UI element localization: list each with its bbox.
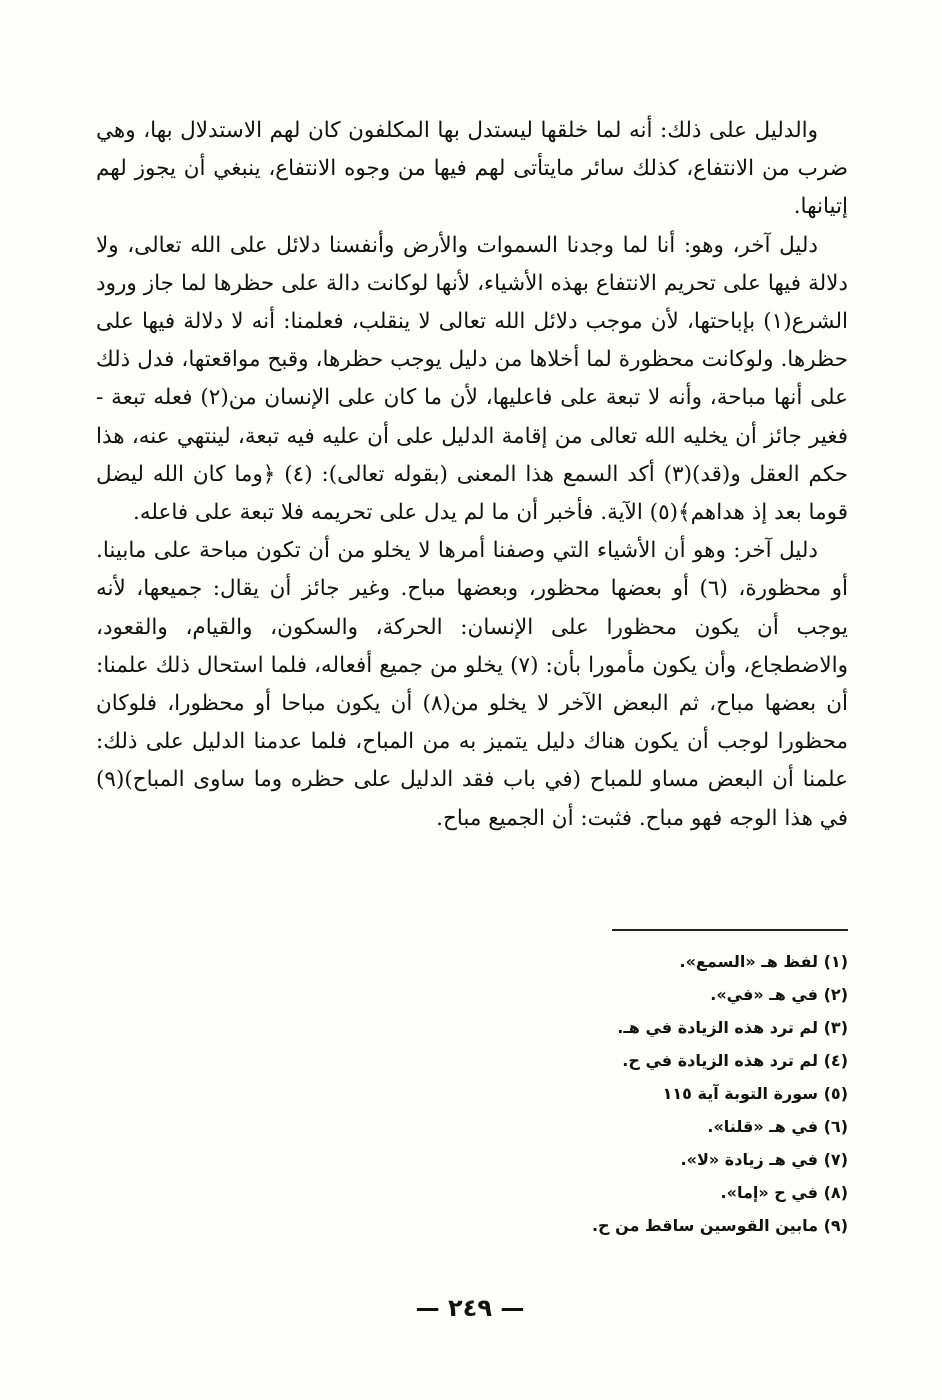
footnote-7: (٧) في هـ زيادة «لا». [680,1150,848,1169]
main-text [96,112,848,838]
footnote-2: (٢) في هـ «في». [710,985,848,1004]
footnote-5: (٥) سورة التوبة آية ١١٥ [662,1084,848,1103]
page-number: — ٢٤٩ — [415,1294,525,1322]
paragraph-evidence: والدليل على ذلك: أنه لما خلقها ليستدل بها المكلفون كان لهم الاستدلال بها، وهي ضرب من الانتفاع، كذلك سائر مايتأتى لهم فيها من وجوه الانتفاع، ينبغي أن يجوز لهم إتيانها. [96,118,848,220]
paragraph-another-evidence: دليل آخر، وهو: أنا لما وجدنا السموات والأرض وأنفسنا دلائل على الله تعالى، ولا دلالة فيها على تحريم الانتفاع بهذه الأشياء، لأنها لوكانت دالة على حظرها لما جاز ورود الشرع(١) بإباحتها، لأن موجب دلائل الله تعالى لا ينقلب، فعلمنا: أنه لا دلالة فيها على حظرها. ولوكانت محظورة لما أخلاها من دليل يوجب حظرها، وقبح مواقعتها، فدل ذلك على أنها مباحة، وأنه لا تبعة على فاعليها، لأن ما كان على الإنسان من(٢) فعله تبعة - فغير جائز أن يخليه الله تعالى من إقامة الدليل على أن عليه فيه تبعة، لينتهي عنه، هذا حكم العقل و(قد)(٣) أكد السمع هذا المعنى (بقوله تعالى): (٤) ﴿وما كان الله ليضل قوما بعد إذ هداهم﴾(٥) الآية. فأخبر أن ما لم يدل على تحريمه فلا تبعة على فاعله. [96,232,848,526]
footnotes-list [420,945,848,1242]
footnote-9: (٩) مابين القوسين ساقط من ح. [591,1216,848,1235]
footnote-8: (٨) في ح «إما». [720,1183,848,1202]
footnote-6: (٦) في هـ «قلنا». [707,1117,848,1136]
footnote-3: (٣) لم ترد هذه الزيادة في هـ. [617,1018,848,1037]
footnote-4: (٤) لم ترد هذه الزيادة في ح. [622,1051,848,1070]
paragraph-third-evidence: دليل آخر: وهو أن الأشياء التي وصفنا أمرها لا يخلو من أن تكون مباحة على مابينا. أو محظورة، (٦) أو بعضها محظور، وبعضها مباح. وغير جائز أن يقال: جميعها، لأنه يوجب أن يكون محظورا على الإنسان: الحركة، والسكون، والقيام، والقعود، والاضطجاع، وأن يكون مأمورا بأن: (٧) يخلو من جميع أفعاله، فلما استحال ذلك علمنا: أن بعضها مباح، ثم البعض الآخر لا يخلو من(٨) أن يكون مباحا أو محظورا، فلوكان محظورا لوجب أن يكون هناك دليل يتميز به من المباح، فلما عدمنا الدليل على ذلك: علمنا أن البعض مساو للمباح (في باب فقد الدليل على حظره وما ساوى المباح)(٩) في هذا الوجه فهو مباح. فثبت: أن الجميع مباح. [96,538,848,831]
footnote-1: (١) لفظ هـ «السمع». [679,952,848,971]
footnote-separator [612,929,848,931]
